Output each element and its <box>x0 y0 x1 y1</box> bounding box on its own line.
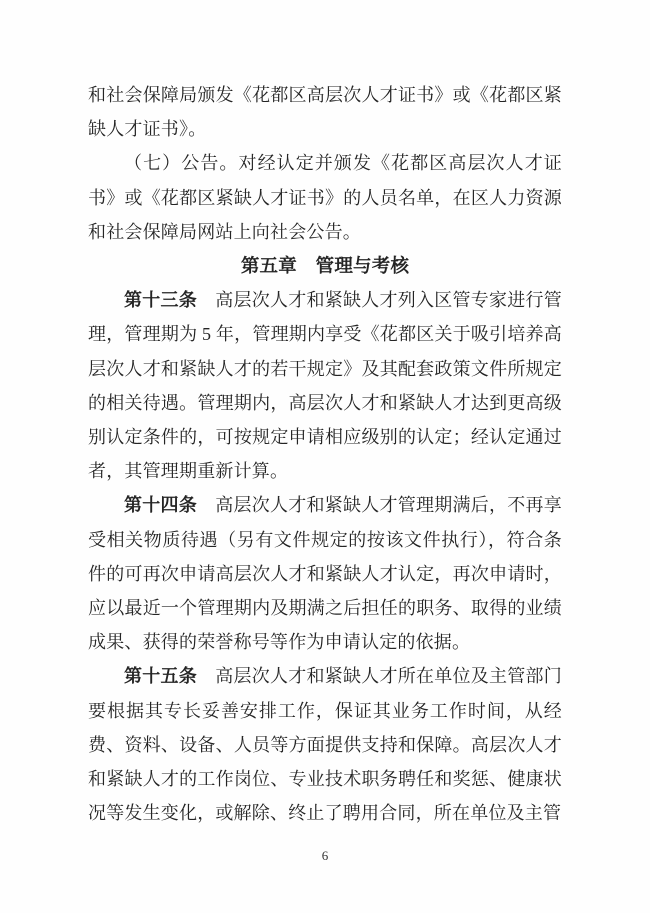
text-run: 高层次人才和紧缺人才管理期满后，不再享受相关物质待遇（另有文件规定的按该文件执行），符合条件的可再次申请高层次人才和紧缺人才认定，再次申请时，应以最近一个管理期内及期满之后担任的职务、取得的业绩成果、获得的荣誉称号等作为申请认定的依据。 <box>88 495 562 653</box>
text-run: 高层次人才和紧缺人才列入区管专家进行管理，管理期为 5 年，管理期内享受《花都区关于吸引培养高层次人才和紧缺人才的若干规定》及其配套政策文件所规定的相关待遇。管理期内，高层次人才和紧缺人才达到更高级别认定条件的，可按规定申请相应级别的认定；经认定通过者，其管理期重新计算。 <box>88 290 562 482</box>
paragraph <box>88 78 562 146</box>
paragraph <box>88 283 562 488</box>
paragraph <box>88 659 562 830</box>
text-run: 高层次人才和紧缺人才所在单位及主管部门要根据其专长妥善安排工作，保证其业务工作时间，从经费、资料、设备、人员等方面提供支持和保障。高层次人才和紧缺人才的工作岗位、专业技术职务聘任和奖惩、健康状况等发生变化，或解除、终止了聘用合同，所在单位及主管 <box>88 666 562 824</box>
bold-text-run: 第十三条 <box>124 290 198 311</box>
bold-text-run: 第五章 管理与考核 <box>240 255 410 277</box>
document-body <box>88 78 562 830</box>
chapter-heading <box>88 249 562 283</box>
paragraph <box>88 488 562 659</box>
text-run: 和社会保障局颁发《花都区高层次人才证书》或《花都区紧缺人才证书》。 <box>88 85 562 140</box>
page-number: 6 <box>321 848 329 863</box>
text-run: （七）公告。对经认定并颁发《花都区高层次人才证书》或《花都区紧缺人才证书》的人员名单，在区人力资源和社会保障局网站上向社会公告。 <box>88 153 562 242</box>
bold-text-run: 第十五条 <box>124 666 198 687</box>
bold-text-run: 第十四条 <box>124 495 198 516</box>
paragraph <box>88 146 562 249</box>
